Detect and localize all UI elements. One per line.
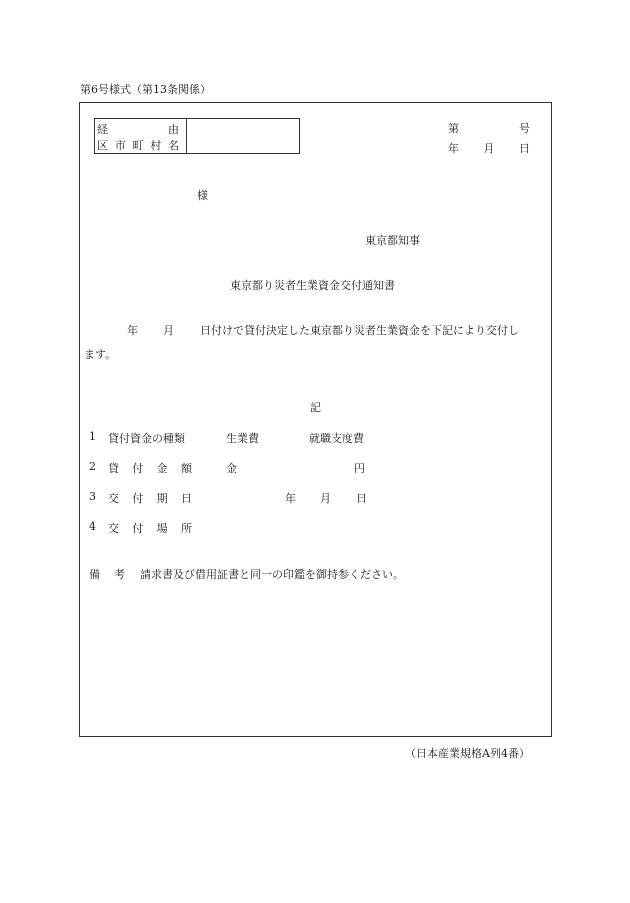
number-prefix: 第 bbox=[448, 122, 459, 135]
item-number: 4 bbox=[89, 520, 96, 533]
label-char: 交 bbox=[108, 522, 119, 535]
item-value-month: 月 bbox=[320, 492, 331, 505]
via-char: 経 bbox=[97, 123, 108, 136]
body-text-line2: ます。 bbox=[84, 348, 117, 361]
via-municipality-box bbox=[94, 118, 300, 154]
item-number: 1 bbox=[89, 430, 96, 443]
body-text-line1: 日付けで貸付決定した東京都り災者生業資金を下記により交付し bbox=[200, 324, 519, 337]
note-char: 備 bbox=[89, 568, 100, 581]
number-suffix: 号 bbox=[519, 122, 530, 135]
body-month: 月 bbox=[163, 324, 174, 337]
via-municipality-label bbox=[95, 119, 187, 153]
item-number: 2 bbox=[89, 460, 96, 473]
label-char: 付 bbox=[132, 462, 144, 475]
label-char: 日 bbox=[180, 492, 192, 505]
label-char: 交 bbox=[108, 492, 119, 505]
label-char: 付 bbox=[132, 492, 144, 505]
note-char: 考 bbox=[114, 568, 125, 581]
item-value-year: 年 bbox=[285, 492, 296, 505]
paper-size-footer: （日本産業規格A列4番） bbox=[405, 747, 530, 760]
municipality-char: 村 bbox=[150, 139, 162, 152]
label-char: 金 bbox=[156, 462, 168, 475]
item-label-date bbox=[108, 490, 192, 506]
municipality-char: 市 bbox=[114, 139, 126, 152]
label-char: 場 bbox=[156, 522, 168, 535]
addressee-suffix: 様 bbox=[197, 189, 208, 202]
date-month: 月 bbox=[483, 142, 495, 155]
ki-heading: 記 bbox=[310, 401, 321, 414]
municipality-char: 町 bbox=[132, 139, 144, 152]
municipality-char: 名 bbox=[168, 139, 179, 152]
item-value-yen: 円 bbox=[354, 462, 365, 475]
item-value-day: 日 bbox=[356, 492, 367, 505]
label-char: 額 bbox=[180, 462, 192, 475]
via-label-row1 bbox=[97, 121, 179, 137]
item-value-employment-prep: 就職支度費 bbox=[309, 432, 364, 445]
label-char: 貸 bbox=[108, 462, 119, 475]
label-char: 付 bbox=[132, 522, 144, 535]
document-title: 東京都り災者生業資金交付通知書 bbox=[230, 279, 395, 292]
note-text: 請求書及び借用証書と同一の印鑑を御持参ください。 bbox=[140, 568, 404, 581]
document-date-line bbox=[448, 140, 530, 156]
municipality-char: 区 bbox=[97, 139, 108, 152]
item-value-business-fund: 生業費 bbox=[226, 432, 259, 445]
date-day: 日 bbox=[519, 142, 530, 155]
label-char: 期 bbox=[156, 492, 168, 505]
item-value-kin: 金 bbox=[226, 462, 237, 475]
item-label-loan-type: 貸付資金の種類 bbox=[108, 432, 185, 445]
via-char: 由 bbox=[168, 123, 179, 136]
via-label-row2 bbox=[97, 137, 179, 153]
sender-name: 東京都知事 bbox=[365, 234, 420, 247]
date-year: 年 bbox=[448, 142, 459, 155]
form-number-label: 第6号様式（第13条関係） bbox=[80, 83, 211, 96]
document-number-line bbox=[448, 120, 530, 136]
note-label bbox=[89, 566, 125, 582]
label-char: 所 bbox=[180, 522, 192, 535]
item-label-amount bbox=[108, 460, 192, 476]
notice-form-frame bbox=[79, 102, 552, 737]
body-year: 年 bbox=[127, 324, 138, 337]
item-label-place bbox=[108, 520, 192, 536]
item-number: 3 bbox=[89, 490, 96, 503]
